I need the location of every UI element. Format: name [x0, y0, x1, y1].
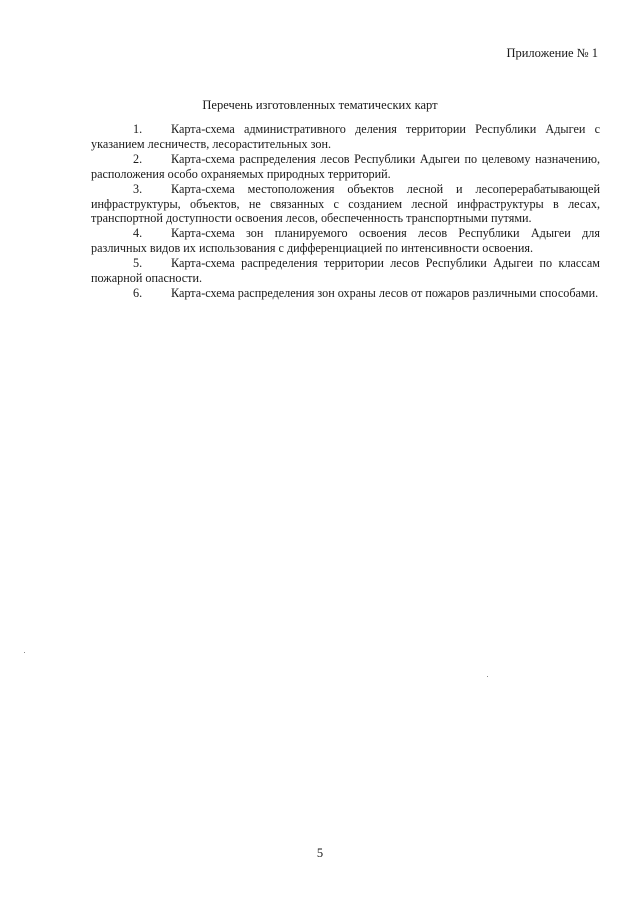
list-item-number: 1.: [133, 122, 143, 136]
list-item-text: Карта-схема зон планируемого освоения лесов Республики Адыгеи для различных видов их использования с дифференциацией по интенсивности освоения.: [91, 226, 600, 256]
list-item: [91, 152, 600, 182]
list-item: [91, 182, 600, 227]
list-item-number: 6.: [133, 285, 143, 300]
page-number: 5: [316, 846, 324, 860]
scan-speck: [24, 652, 25, 653]
list-item-number: 3.: [133, 181, 143, 196]
list-item: [91, 122, 600, 152]
maps-list: [91, 122, 600, 301]
document-title: Перечень изготовленных тематических карт: [202, 98, 438, 112]
list-item: [91, 286, 600, 301]
scan-speck: [487, 676, 488, 677]
list-item-text: Карта-схема распределения территории лесов Республики Адыгеи по классам пожарной опасности.: [91, 256, 600, 286]
list-item-number: 5.: [133, 256, 143, 271]
list-item-text: Карта-схема распределения зон охраны лесов от пожаров различными способами.: [171, 285, 599, 300]
list-item-text: Карта-схема распределения лесов Республики Адыгеи по целевому назначению, расположения особо охраняемых природных территорий.: [91, 151, 600, 181]
list-item: [91, 256, 600, 286]
list-item: [91, 226, 600, 256]
list-item-text: Карта-схема местоположения объектов лесной и лесоперерабатывающей инфраструктуры, объектов, не связанных с созданием лесной инфраструктуры в лесах, транспортной доступности освоения лесов, обеспеченность транспортными путями.: [91, 181, 600, 226]
list-item-number: 4.: [133, 226, 143, 241]
appendix-label: Приложение № 1: [506, 46, 598, 60]
list-item-text: Карта-схема административного деления территории Республики Адыгеи с указанием лесничеств, лесорастительных зон.: [91, 122, 600, 151]
list-item-number: 2.: [133, 151, 143, 166]
